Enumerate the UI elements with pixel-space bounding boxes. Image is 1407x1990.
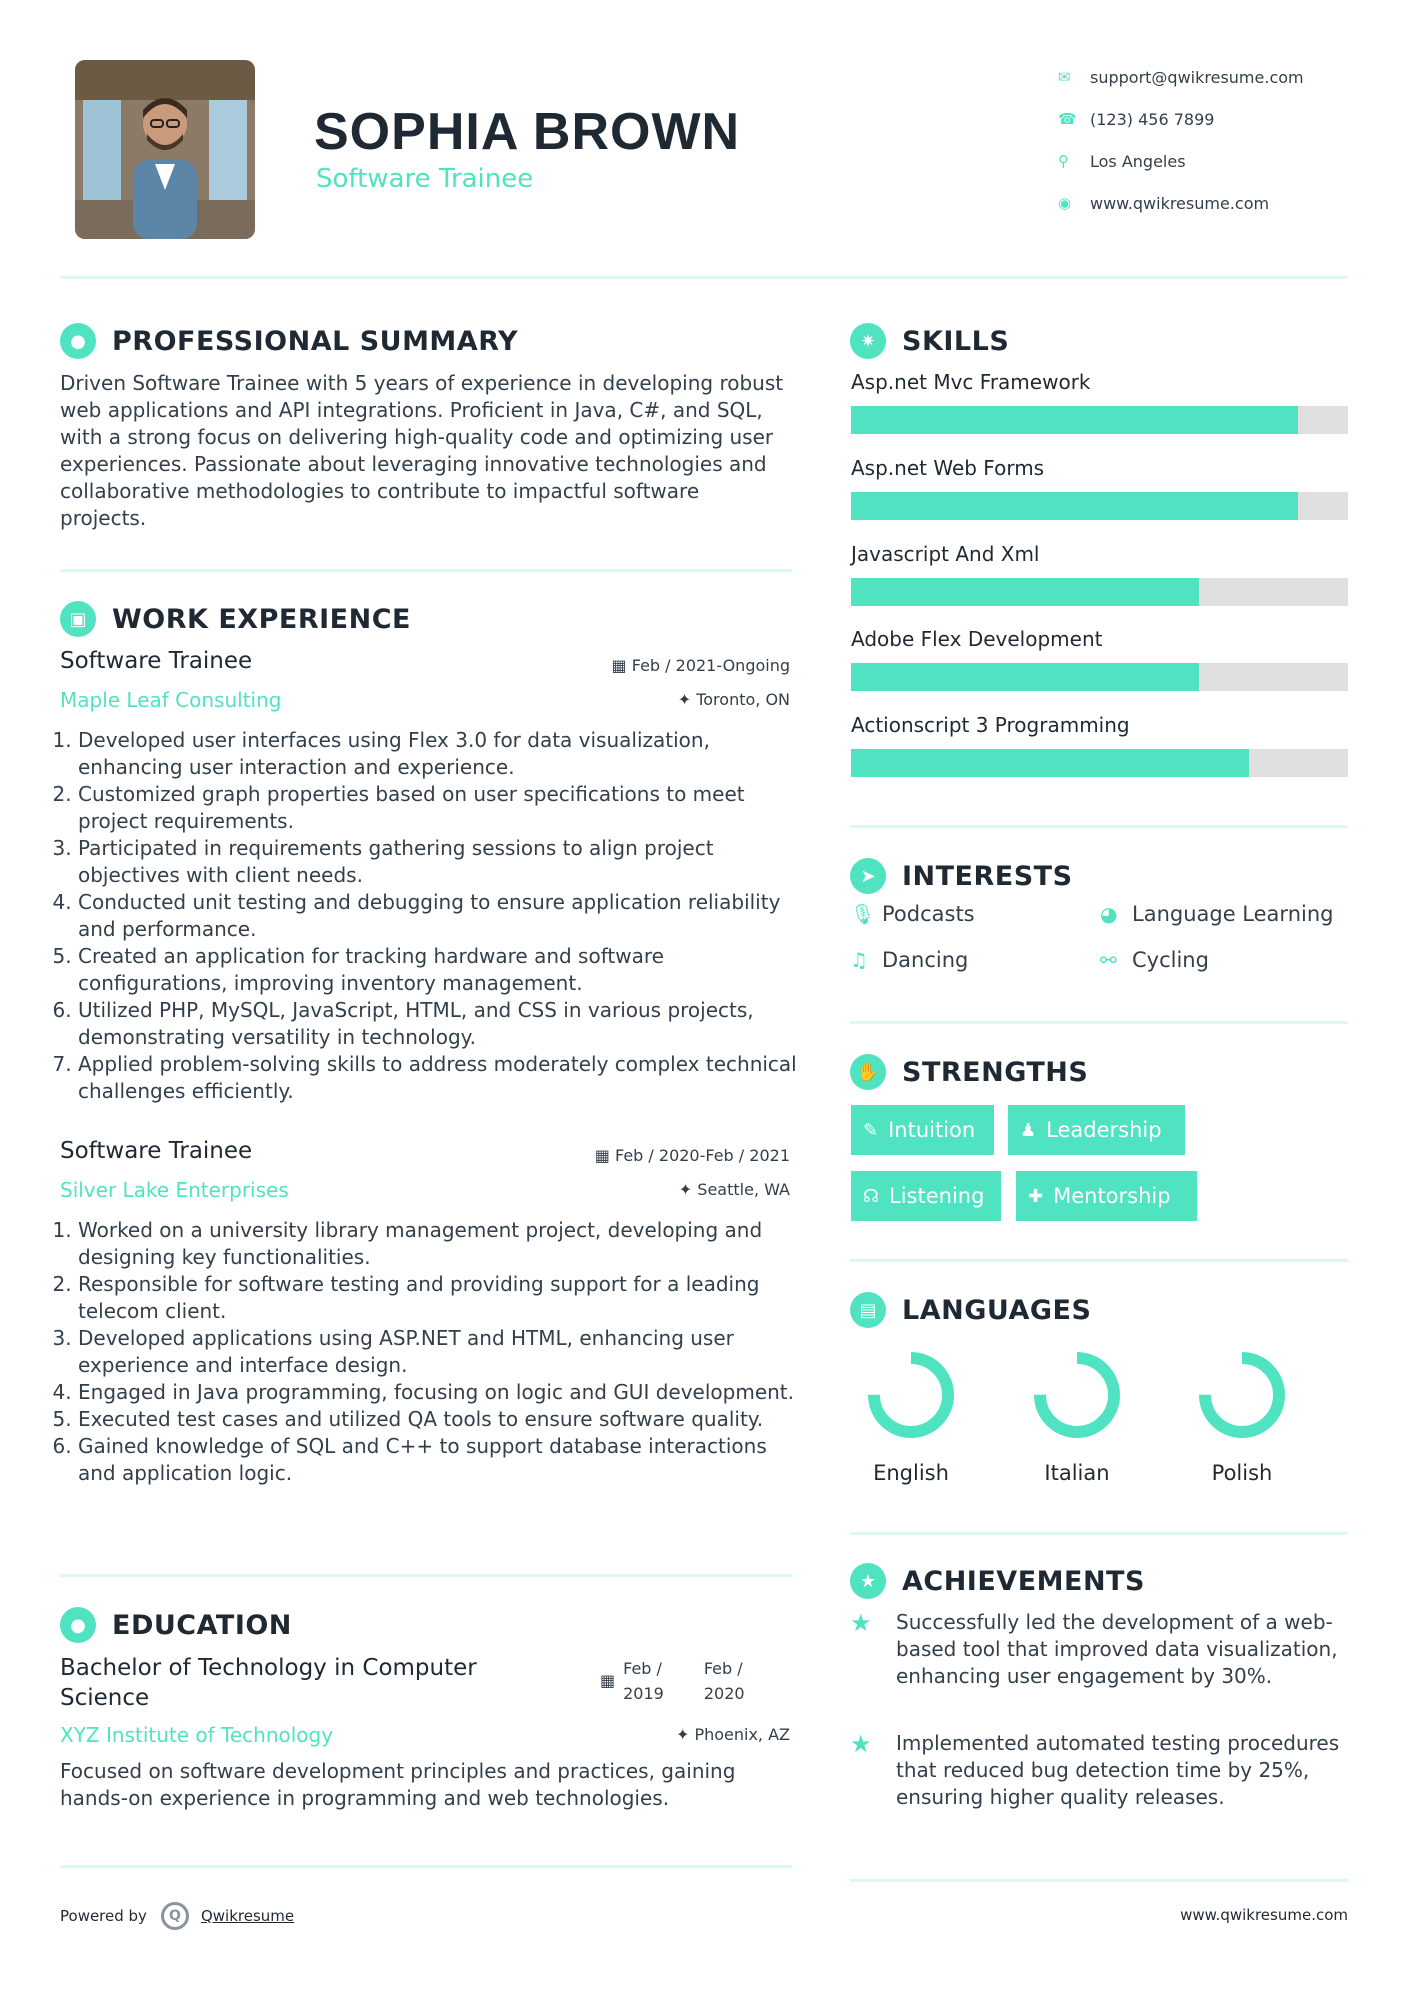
experience-title: WORK EXPERIENCE [112, 603, 411, 635]
language-item [851, 1345, 971, 1485]
list-item: 3. Participated in requirements gathering sessions to align project objectives with client needs. [78, 835, 808, 889]
contact-website[interactable] [1058, 182, 1358, 224]
shooting-star-icon: ★ [850, 1730, 872, 1758]
strength-label: Mentorship [1053, 1184, 1171, 1208]
summary-title: PROFESSIONAL SUMMARY [112, 325, 519, 357]
language-ring-arc [1205, 1358, 1279, 1432]
contact-phone[interactable] [1058, 98, 1358, 140]
job-2-company: Silver Lake Enterprises [60, 1178, 289, 1202]
interests-title: INTERESTS [902, 860, 1073, 892]
skills-list [851, 370, 1348, 799]
pushpin-icon: ✦ [677, 690, 697, 709]
education-title: EDUCATION [112, 1609, 292, 1641]
summary-divider [60, 569, 792, 572]
job-1-location [678, 690, 790, 709]
skill-track [851, 749, 1348, 777]
education-school: XYZ Institute of Technology [60, 1723, 334, 1747]
profile-photo [75, 60, 255, 239]
education-text: Focused on software development principles and practices, gaining hands-on experience in programming and web technologies. [60, 1759, 736, 1810]
strengths-heading [850, 1054, 1088, 1090]
interest-item [850, 902, 975, 926]
skill-fill [851, 749, 1249, 777]
job-2-bullets [60, 1217, 808, 1487]
skill-label: Javascript And Xml [851, 542, 1040, 566]
achievements-title: ACHIEVEMENTS [902, 1565, 1145, 1597]
achievements-divider [850, 1879, 1348, 1882]
interest-item [1100, 948, 1209, 972]
interests-heading [850, 858, 1073, 894]
list-item: 4. Engaged in Java programming, focusing on logic and GUI development. [78, 1379, 808, 1406]
skill-label: Actionscript 3 Programming [851, 713, 1130, 737]
job-1-date-text: Feb / 2021-Ongoing [631, 656, 790, 675]
education-end-year: 2020 [703, 1684, 745, 1703]
lightbulb-icon: ✷ [850, 323, 886, 359]
job-2-date [595, 1146, 790, 1165]
list-item: 2. Customized graph properties based on user specifications to meet project requirements. [78, 781, 808, 835]
paper-plane-icon: ➤ [850, 858, 886, 894]
education-heading [60, 1607, 292, 1643]
skills-heading [850, 323, 1009, 359]
job-2-location [679, 1180, 790, 1199]
list-item: 1. Worked on a university library management project, developing and designing key functionalities. [78, 1217, 808, 1271]
interests-divider [850, 1021, 1348, 1024]
list-item: 1. Developed user interfaces using Flex 3.0 for data visualization, enhancing user interaction and experience. [78, 727, 808, 781]
music-note-icon: ♫ [850, 948, 868, 972]
education-divider [60, 1865, 792, 1868]
users-icon: ♟ [1020, 1119, 1037, 1141]
achievements-heading [850, 1563, 1145, 1599]
language-label: Polish [1211, 1461, 1273, 1485]
language-ring [1192, 1345, 1292, 1445]
user-plus-icon: ✚ [1028, 1185, 1044, 1207]
bicycle-icon: ⚯ [1100, 948, 1117, 972]
education-location [676, 1725, 790, 1744]
contact-location-text: Los Angeles [1090, 151, 1186, 171]
skill-item [851, 627, 1348, 713]
interest-label: Dancing [882, 948, 969, 972]
strength-label: Leadership [1046, 1118, 1162, 1142]
header-divider [60, 276, 1348, 279]
skill-track [851, 492, 1348, 520]
footer-url[interactable]: www.qwikresume.com [1180, 1906, 1348, 1924]
skill-fill [851, 578, 1199, 606]
job-2-location-text: Seattle, WA [697, 1180, 790, 1199]
education-end [704, 1656, 745, 1706]
pushpin-icon: ✦ [678, 1180, 698, 1199]
education-start [623, 1656, 664, 1706]
list-item: 5. Executed test cases and utilized QA tools to ensure software quality. [78, 1406, 808, 1433]
contact-email-text: support@qwikresume.com [1090, 67, 1304, 87]
experience-heading [60, 601, 411, 637]
interest-item [1100, 902, 1333, 926]
education-start-year: 2019 [623, 1684, 664, 1703]
experience-divider [60, 1574, 792, 1577]
graduate-icon: ● [60, 1607, 96, 1643]
languages-heading [850, 1292, 1091, 1328]
calendar-icon: ▦ [594, 1146, 615, 1165]
strength-label: Listening [889, 1184, 985, 1208]
footer-brand-link[interactable]: Qwikresume [200, 1907, 295, 1925]
headphones-icon: ☊ [863, 1185, 879, 1207]
language-item [1182, 1345, 1302, 1485]
list-item: 6. Gained knowledge of SQL and C++ to support database interactions and application logic. [78, 1433, 808, 1487]
job-1-date [612, 656, 790, 675]
job-1-title: Software Trainee [60, 648, 253, 674]
achievement-text: Implemented automated testing procedures that reduced bug detection time by 25%, ensuring higher quality releases. [896, 1731, 1340, 1809]
footer-powered [60, 1902, 294, 1930]
interest-label: Language Learning [1132, 902, 1334, 926]
strength-chip [1016, 1171, 1197, 1221]
skill-track [851, 578, 1348, 606]
briefcase-icon: ▣ [60, 601, 96, 637]
skill-track [851, 663, 1348, 691]
list-item: 3. Developed applications using ASP.NET and HTML, enhancing user experience and interface design. [78, 1325, 808, 1379]
skill-label: Asp.net Web Forms [851, 456, 1045, 480]
skills-title: SKILLS [902, 325, 1010, 357]
qwikresume-logo-icon: Q [161, 1902, 189, 1930]
user-icon: ● [60, 323, 96, 359]
contact-email[interactable] [1058, 56, 1358, 98]
job-2-date-text: Feb / 2020-Feb / 2021 [615, 1146, 790, 1165]
languages-title: LANGUAGES [902, 1294, 1092, 1326]
language-ring-arc [1040, 1358, 1114, 1432]
languages-divider [850, 1532, 1348, 1535]
skill-label: Asp.net Mvc Framework [851, 370, 1091, 394]
strengths-divider [850, 1259, 1348, 1262]
interest-label: Podcasts [882, 902, 975, 926]
list-item: 4. Conducted unit testing and debugging to ensure application reliability and performance. [78, 889, 808, 943]
calendar-icon: ▦ [600, 1671, 616, 1690]
language-ring-arc [874, 1358, 948, 1432]
language-icon: ▤ [850, 1292, 886, 1328]
language-ring [1027, 1345, 1127, 1445]
contact-location [1058, 140, 1358, 182]
envelope-icon: ✉ [1058, 68, 1071, 86]
achievement-item [850, 1730, 1346, 1811]
calendar-icon: ▦ [611, 656, 632, 675]
skill-label: Adobe Flex Development [851, 627, 1103, 651]
language-item [1017, 1345, 1137, 1485]
candidate-name: SOPHIA BROWN [314, 103, 741, 161]
job-1-location-text: Toronto, ON [696, 690, 790, 709]
list-item: 5. Created an application for tracking hardware and software configurations, improving inventory management. [78, 943, 808, 997]
summary-text: Driven Software Trainee with 5 years of experience in developing robust web applications and API integrations. Proficient in Java, C#, and SQL, with a strong focus on delivering high-quality code and optimizing user experiences. Passionate about leveraging innovative technologies and collaborative methodologies to contribute to impactful software projects. [60, 371, 784, 530]
globe-icon: ◉ [1058, 194, 1072, 212]
shooting-star-icon: ★ [850, 1609, 872, 1637]
job-1-bullets [60, 727, 808, 1105]
strengths-title: STRENGTHS [902, 1056, 1089, 1088]
skill-track [851, 406, 1348, 434]
education-start-month: Feb / [623, 1659, 662, 1678]
achievement-item [850, 1609, 1346, 1690]
skill-fill [851, 492, 1298, 520]
skill-item [851, 713, 1348, 799]
language-label: Italian [1044, 1461, 1110, 1485]
map-pin-icon: ⚲ [1058, 152, 1069, 170]
skill-fill [851, 663, 1199, 691]
strength-chip [1008, 1105, 1185, 1155]
achievement-text: Successfully led the development of a web-based tool that improved data visualization, enhancing user engagement by 30%. [896, 1610, 1338, 1688]
contact-phone-text: (123) 456 7899 [1090, 109, 1215, 129]
hand-icon: ✋ [850, 1054, 886, 1090]
pushpin-icon: ✦ [675, 1725, 695, 1744]
language-label: English [873, 1461, 949, 1485]
contact-website-text: www.qwikresume.com [1090, 193, 1270, 213]
star-badge-icon: ★ [850, 1563, 886, 1599]
strength-label: Intuition [888, 1118, 976, 1142]
skill-item [851, 542, 1348, 627]
skill-item [851, 370, 1348, 456]
education-dates [600, 1656, 745, 1706]
education-end-month: Feb / [703, 1659, 743, 1678]
magic-wand-icon: ✎ [863, 1119, 879, 1141]
skill-item [851, 456, 1348, 542]
list-item: 2. Responsible for software testing and providing support for a leading telecom client. [78, 1271, 808, 1325]
interest-label: Cycling [1132, 948, 1209, 972]
job-2-title: Software Trainee [60, 1138, 253, 1164]
list-item: 6. Utilized PHP, MySQL, JavaScript, HTML, and CSS in various projects, demonstrating versatility in technology. [78, 997, 808, 1051]
skills-divider [850, 825, 1348, 828]
microphone-icon: 🎙 [850, 902, 876, 926]
globe-icon: ◕ [1100, 902, 1118, 926]
summary-heading [60, 323, 518, 359]
phone-icon: ☎ [1058, 110, 1077, 128]
interest-item [850, 948, 968, 972]
strength-chip [851, 1171, 1001, 1221]
footer-powered-text: Powered by [60, 1907, 147, 1925]
skill-fill [851, 406, 1298, 434]
education-degree: Bachelor of Technology in Computer Science [60, 1655, 477, 1711]
candidate-role: Software Trainee [316, 164, 534, 194]
education-location-text: Phoenix, AZ [694, 1725, 790, 1744]
job-1-company: Maple Leaf Consulting [60, 688, 282, 712]
contact-list [1058, 56, 1358, 224]
list-item: 7. Applied problem-solving skills to address moderately complex technical challenges efficiently. [78, 1051, 808, 1105]
strength-chip [851, 1105, 994, 1155]
language-ring [861, 1345, 961, 1445]
